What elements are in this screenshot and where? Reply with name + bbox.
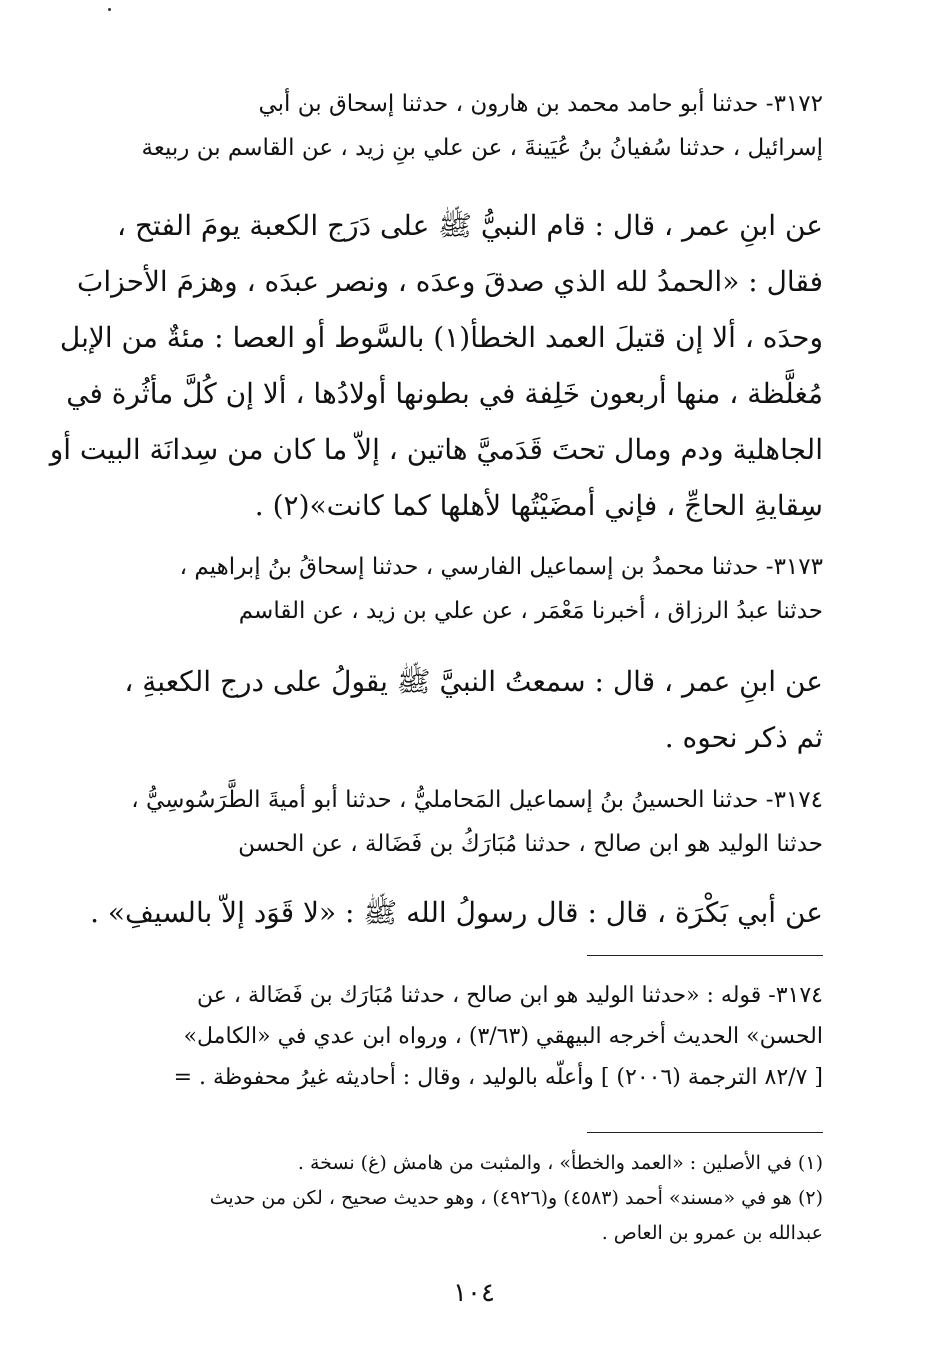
- text-line: سِقايةِ الحاجِّ ، فإني أمضَيْتُها لأهلها كما كانت»(٢) .: [254, 489, 823, 522]
- commentary: [174, 975, 823, 1098]
- text-line: الجاهلية ودم ومال تحتَ قَدَميَّ هاتين ، إلاّ ما كان من سِدانَة البيت أو: [49, 433, 823, 466]
- hadith-3173-sanad: [180, 545, 823, 633]
- hadith-3173-matn: [124, 654, 823, 766]
- footnotes: [210, 1146, 823, 1251]
- page-speck: [108, 8, 111, 11]
- commentary-separator: [587, 955, 823, 956]
- footnote-2-continued: عبدالله بن عمرو بن العاص .: [601, 1222, 823, 1244]
- footnote-2: (٢) هو في «مسند» أحمد (٤٥٨٣) و(٤٩٢٦) ، وهو حديث صحيح ، لكن من حديث: [209, 1187, 823, 1209]
- text-line: مُغلَّظة ، منها أربعون خَلِفة في بطونها أولادُها ، ألا إن كُلَّ مأثُرة في: [66, 377, 823, 410]
- text-line: إسرائيل ، حدثنا سُفيانُ بنُ عُيَينةَ ، عن علي بنِ زيد ، عن القاسم بن ربيعة: [141, 135, 823, 161]
- text-line: وحدَه ، ألا إن قتيلَ العمد الخطأ(١) بالسَّوط أو العصا : مئةٌ من الإبل: [59, 321, 823, 354]
- hadith-3172-matn: [50, 198, 823, 534]
- page-number: ١٠٤: [453, 1278, 495, 1308]
- text-line: ثم ذكر نحوه .: [664, 721, 823, 754]
- text-line: فقال : «الحمدُ لله الذي صدقَ وعدَه ، ونصر عبدَه ، وهزمَ الأحزابَ: [77, 265, 823, 298]
- hadith-3174-sanad: [131, 778, 823, 866]
- footnote-1: (١) في الأصلين : «العمد والخطأ» ، والمثبت من هامش (غ) نسخة .: [297, 1152, 823, 1174]
- text-line: حدثنا الوليد هو ابن صالح ، حدثنا مُبَارَكُ بن فَضَالة ، عن الحسن: [238, 831, 823, 857]
- text-line: ٣١٧٤- حدثنا الحسينُ بنُ إسماعيل المَحامليُّ ، حدثنا أبو أميةَ الطَّرَسُوسِيُّ ،: [131, 787, 823, 813]
- text-line: الحسن» الحديث أخرجه البيهقي (٣/٦٣) ، ورواه ابن عدي في «الكامل»: [183, 1024, 823, 1049]
- text-line: ٣١٧٤- قوله : «حدثنا الوليد هو ابن صالح ، حدثنا مُبَارَك بن فَضَالة ، عن: [196, 983, 823, 1008]
- hadith-3172-sanad: [142, 82, 823, 170]
- text-line: عن ابنِ عمر ، قال : قام النبيُّ ﷺ على دَرَج الكعبة يومَ الفتح ،: [117, 209, 823, 242]
- text-line: ٣١٧٣- حدثنا محمدُ بن إسماعيل الفارسي ، حدثنا إسحاقُ بنُ إبراهيم ،: [179, 554, 823, 580]
- text-line: حدثنا عبدُ الرزاق ، أخبرنا مَعْمَر ، عن علي بن زيد ، عن القاسم: [238, 598, 823, 624]
- text-line: [ ٨٢/٧ الترجمة (٢٠٠٦) ] وأعلّه بالوليد ، وقال : أحاديثه غيرُ محفوظة . =: [173, 1065, 823, 1090]
- text-line: عن أبي بَكْرَة ، قال : قال رسولُ الله ﷺ : «لا قَوَد إلاّ بالسيفِ» .: [90, 896, 823, 929]
- hadith-3174-matn: [90, 885, 823, 941]
- footnote-separator: [587, 1132, 823, 1133]
- text-line: عن ابنِ عمر ، قال : سمعتُ النبيَّ ﷺ يقولُ على درج الكعبةِ ،: [124, 665, 823, 698]
- text-line: ٣١٧٢- حدثنا أبو حامد محمد بن هارون ، حدثنا إسحاق بن أبي: [258, 91, 823, 117]
